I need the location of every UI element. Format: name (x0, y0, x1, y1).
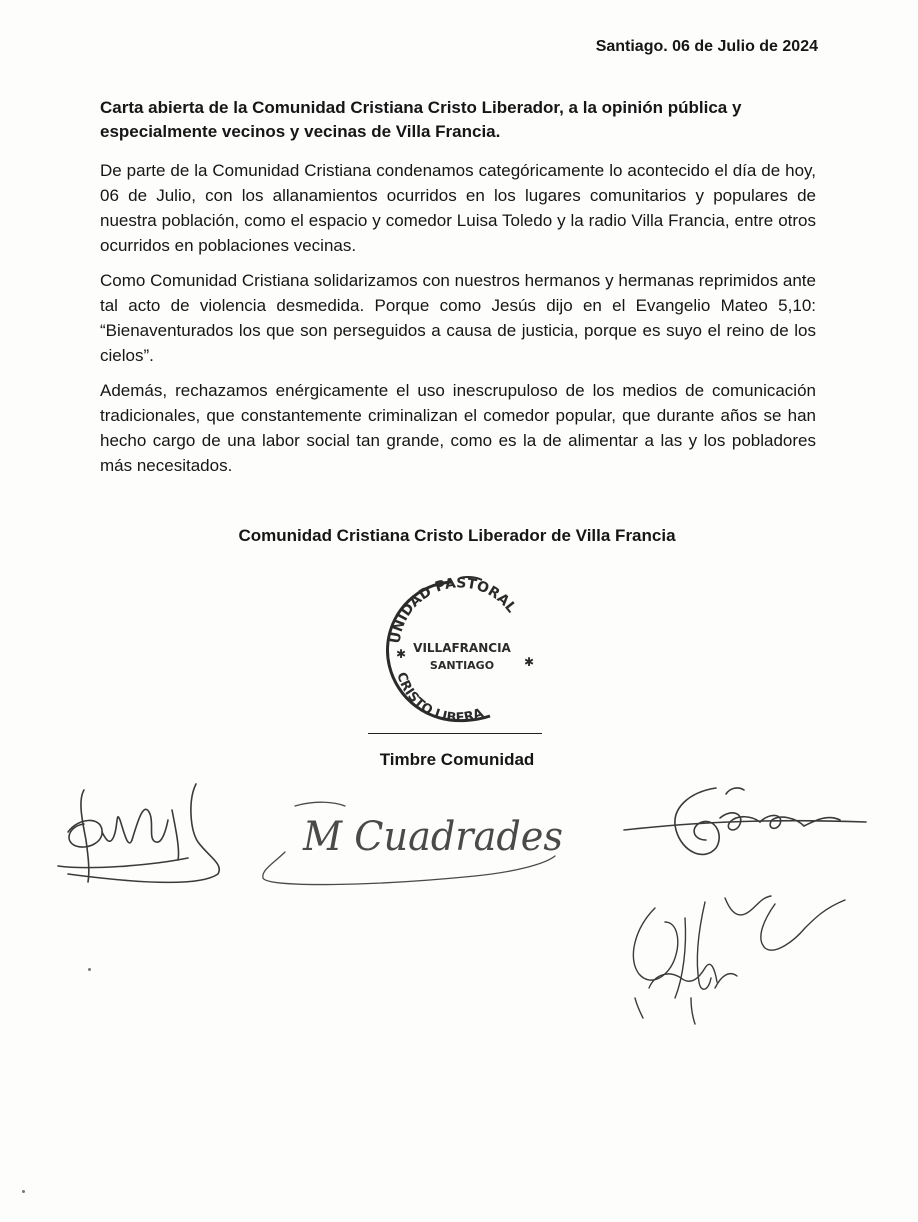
signature-4 (625, 878, 850, 1028)
letter-paragraph-3: Además, rechazamos enérgicamente el uso inescrupuloso de los medios de comunicación tradicionales, que constantemente criminalizan el comedor popular, que durante años se han hecho cargo de una labor social tan grande, como es la de alimentar a las y los pobladores más necesitados. (100, 381, 816, 475)
signature-2-text: M Cuadrades (302, 814, 563, 860)
stamp-top-text: UNIDAD PASTORAL (387, 575, 520, 645)
stamp-star-icon: ✱ (524, 655, 535, 669)
letter-date: Santiago. 06 de Julio de 2024 (595, 38, 818, 55)
organization-name: Comunidad Cristiana Cristo Liberador de Villa Francia (238, 526, 676, 545)
stamp-bottom-text: CRISTO LIBERA (393, 670, 486, 726)
signature-1 (48, 770, 238, 890)
stamp-signature-line (368, 733, 542, 734)
stamp-star-icon: ✱ (396, 647, 407, 661)
letter-paragraph-1: De parte de la Comunidad Cristiana condenamos categóricamente lo acontecido el día de hoy, 06 de Julio, con los allanamientos ocurridos en los lugares comunitarios y populares de nuestra población, como el espacio y comedor Luisa Toledo y la radio Villa Francia, entre otros ocurridos en poblaciones vecinas. (100, 161, 816, 255)
community-stamp (378, 570, 538, 730)
stamp-center-line2: SANTIAGO (429, 659, 495, 672)
signature-3 (620, 778, 870, 868)
paper-speck (88, 968, 91, 971)
signature-2 (255, 790, 575, 890)
paper-speck (22, 1190, 25, 1193)
stamp-center-line1: VILLAFRANCIA (413, 641, 511, 655)
letter-title: Carta abierta de la Comunidad Cristiana Cristo Liberador, a la opinión pública y especialmente vecinos y vecinas de Villa Francia. (100, 98, 742, 141)
stamp-caption: Timbre Comunidad (379, 750, 535, 769)
letter-paragraph-2: Como Comunidad Cristiana solidarizamos con nuestros hermanos y hermanas reprimidos ante tal acto de violencia desmedida. Porque como Jesús dijo en el Evangelio Mateo 5,10: “Bienaventurados los que son perseguidos a causa de justicia, porque es suyo el reino de los cielos”. (100, 271, 816, 365)
